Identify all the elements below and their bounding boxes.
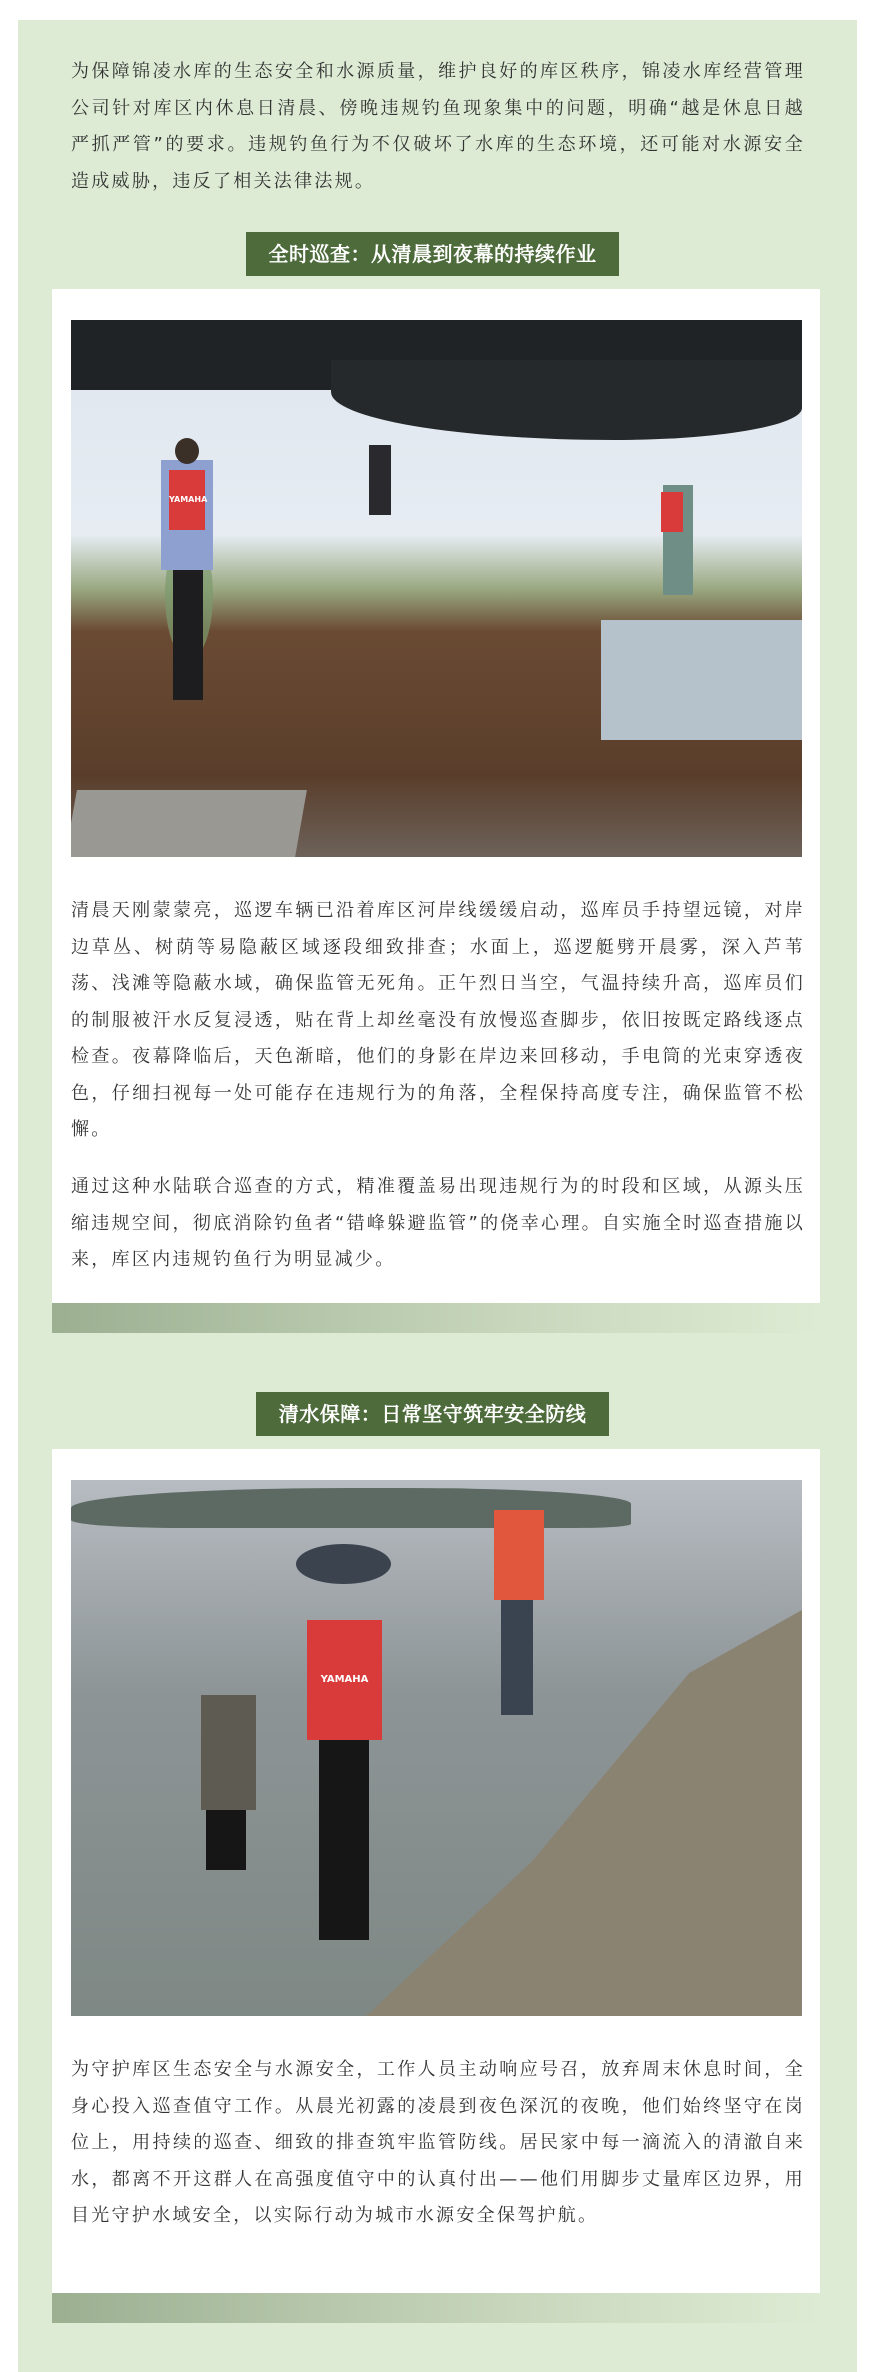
section-heading-patrol: 全时巡查：从清晨到夜幕的持续作业: [246, 232, 619, 276]
photo-patrol-shoreline: [71, 320, 802, 857]
intro-paragraph: 为保障锦凌水库的生态安全和水源质量，维护良好的库区秩序，锦凌水库经营管理公司针对库区内休息日清晨、傍晚违规钓鱼现象集中的问题，明确“越是休息日越严抓严管”的要求。违规钓鱼行为不仅破坏了水库的生态环境，还可能对水源安全造成威胁，违反了相关法律法规。: [71, 61, 805, 192]
water: [601, 620, 802, 740]
photo-reservoir-bank: [71, 1480, 802, 2016]
patrol-paragraph-1: 清晨天刚蒙蒙亮，巡逻车辆已沿着库区河岸线缓缓启动，巡库员手持望远镜，对岸边草丛、树荫等易隐蔽区域逐段细致排查；水面上，巡逻艇劈开晨雾，深入芦苇荡、浅滩等隐蔽水域，确保监管无死角。正午烈日当空，气温持续升高，巡库员们的制服被汗水反复浸透，贴在背上却丝毫没有放慢巡查脚步，依旧按既定路线逐点检查。夜幕降临后，天色渐暗，他们的身影在岸边来回移动，手电筒的光束穿透夜色，仔细扫视每一处可能存在违规行为的角落，全程保持高度专注，确保监管不松懈。: [71, 900, 805, 1140]
rocky-bank: [351, 1610, 802, 2016]
person-vest-far: [494, 1510, 544, 1600]
water-paragraph: 为守护库区生态安全与水源安全，工作人员主动响应号召，放弃周末休息时间，全身心投入巡查值守工作。从晨光初露的凌晨到夜色深沉的夜晚，他们始终坚守在岗位上，用持续的巡查、细致的排查筑牢监管防线。居民家中每一滴流入的清澈自来水，都离不开这群人在高强度值守中的认真付出——他们用脚步丈量库区边界，用目光守护水域安全，以实际行动为城市水源安全保驾护航。: [71, 2059, 805, 2226]
sun-hat: [296, 1544, 391, 1584]
metal-plate: [71, 790, 307, 857]
section-divider-bar: [52, 2293, 820, 2323]
person-crouching: [201, 1695, 256, 1810]
section-heading-water: 清水保障：日常坚守筑牢安全防线: [256, 1392, 609, 1436]
far-shore: [71, 1488, 631, 1528]
patrol-paragraph-2: 通过这种水陆联合巡查的方式，精准覆盖易出现违规行为的时段和区域，从源头压缩违规空间，彻底消除钓鱼者“错峰躲避监管”的侥幸心理。自实施全时巡查措施以来，库区内违规钓鱼行为明显减少。: [71, 1176, 805, 1270]
person-angler: [369, 445, 391, 515]
section-divider-bar: [52, 1303, 820, 1333]
life-vest: YAMAHA: [307, 1620, 382, 1740]
life-vest: YAMAHA: [169, 470, 205, 530]
